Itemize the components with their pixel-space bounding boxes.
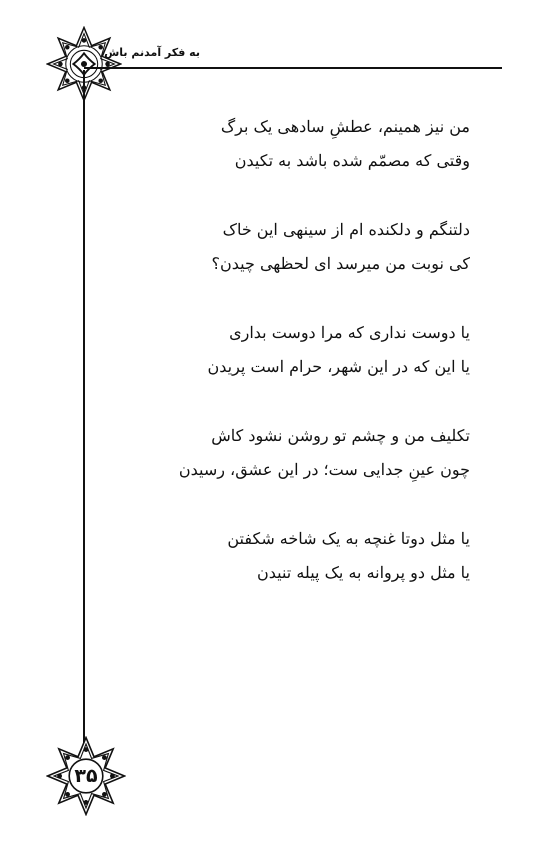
stanza-4 xyxy=(150,419,470,487)
verse-line: تکلیف من و چشم تو روشن نشود کاش xyxy=(211,426,470,445)
verse-line: کی نوبت من میرسد ای لحظهی چیدن؟ xyxy=(211,254,470,273)
stanza-3 xyxy=(150,316,470,384)
verse-line: یا مثل دوتا غنچه به یک شاخه شکفتن xyxy=(227,529,470,548)
verse-line: یا مثل دو پروانه به یک پیله تنیدن xyxy=(257,563,470,582)
verse-line: یا این که در این شهر، حرام است پریدن xyxy=(207,357,470,376)
verse-line: یا دوست نداری که مرا دوست بداری xyxy=(229,323,470,342)
poem xyxy=(150,110,470,625)
margin-rule xyxy=(83,70,85,775)
stanza-5 xyxy=(150,522,470,590)
verse-line: چون عینِ جدایی ست؛ در این عشق، رسیدن xyxy=(178,460,470,479)
header-rule xyxy=(84,67,502,69)
verse-line: دلتنگم و دلکنده ام از سینهی این خاک xyxy=(222,220,470,239)
verse-line: من نیز همینم، عطشِ سادهی یک برگ xyxy=(220,117,470,136)
page-number: ۳۵ xyxy=(74,765,98,787)
stanza-1 xyxy=(150,110,470,178)
stanza-2 xyxy=(150,213,470,281)
running-title: به فکر آمدنم باش xyxy=(104,46,200,59)
verse-line: وقتی که مصمّم شده باشد به تکیدن xyxy=(234,151,470,170)
